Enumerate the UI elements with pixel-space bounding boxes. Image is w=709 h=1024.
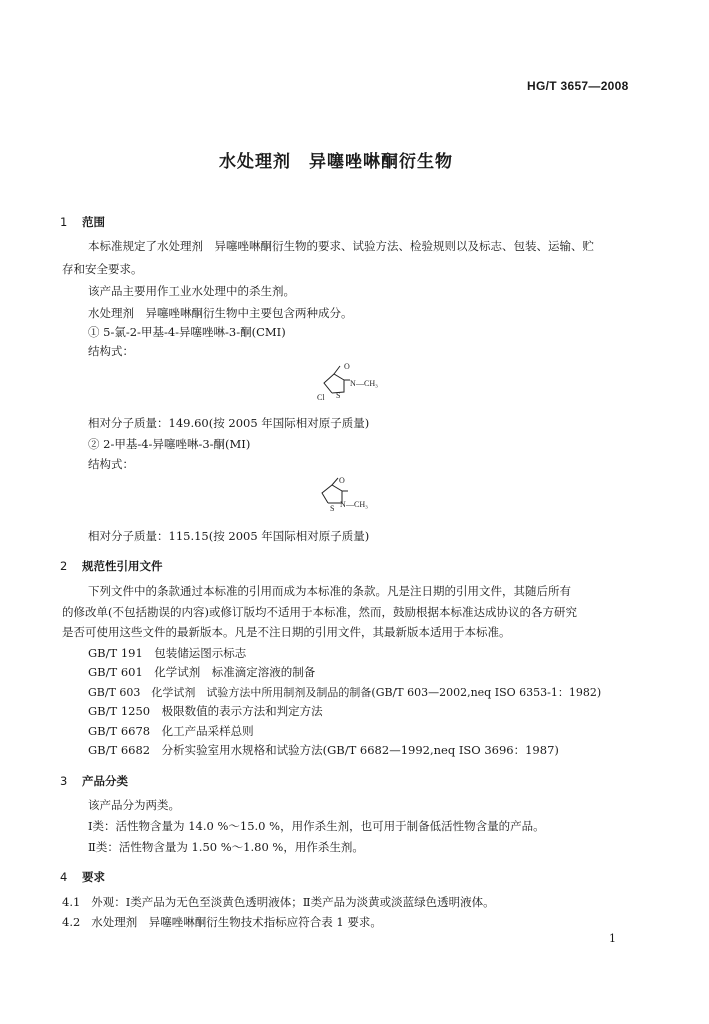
cmi-chlorine-label: Cl — [317, 393, 325, 402]
section-4-2 — [62, 914, 382, 931]
section-1-paragraph-line2: 存和安全要求。 — [62, 262, 143, 276]
reference-item: GB/T 1250 极限数值的表示方法和判定方法 — [88, 704, 323, 718]
section-4-1-text: 外观：Ⅰ类产品为无色至淡黄色透明液体；Ⅱ类产品为淡黄或淡蓝绿色透明液体。 — [91, 895, 495, 909]
reference-item: GB/T 6682 分析实验室用水规格和试验方法(GB/T 6682—1992,neq ISO 3696：1987) — [88, 743, 559, 757]
component-2-mass: 相对分子质量：115.15(按 2005 年国际相对原子质量) — [88, 529, 370, 543]
section-2-paragraph-line2: 的修改单(不包括勘误的内容)或修订版均不适用于本标准，然而，鼓励根据本标准达成协议的各方研究 — [62, 605, 577, 619]
reference-item: GB/T 191 包装储运图示标志 — [88, 646, 247, 660]
section-1-paragraph-line1: 本标准规定了水处理剂 异噻唑啉酮衍生物的要求、试验方法、检验规则以及标志、包装、运输、贮 — [88, 239, 594, 253]
section-4-1 — [62, 894, 495, 911]
mi-nitrogen-label: N — [340, 500, 346, 509]
standard-number: HG/T 3657—2008 — [527, 79, 629, 93]
section-1-paragraph-2: 该产品主要用作工业水处理中的杀生剂。 — [88, 284, 295, 298]
component-1-name: ① 5-氯-2-甲基-4-异噻唑啉-3-酮(CMI) — [88, 325, 286, 339]
section-2-paragraph-line3: 是否可使用这些文件的最新版本。凡是不注日期的引用文件，其最新版本适用于本标准。 — [62, 625, 511, 639]
section-2-heading: 2 规范性引用文件 — [60, 559, 163, 573]
section-3-heading: 3 产品分类 — [60, 774, 128, 788]
section-1-paragraph-3: 水处理剂 异噻唑啉酮衍生物中主要包含两种成分。 — [88, 306, 353, 320]
component-1-structure-label: 结构式： — [88, 344, 134, 358]
section-3-class-1: Ⅰ类：活性物含量为 14.0 %～15.0 %，用作杀生剂，也可用于制备低活性物含量的产品。 — [88, 819, 545, 833]
mi-sulfur-label: S — [330, 504, 335, 513]
cmi-sulfur-label: S — [336, 391, 341, 400]
section-1-heading: 1 范围 — [60, 215, 105, 229]
component-2-name: ② 2-甲基-4-异噻唑啉-3-酮(MI) — [88, 437, 251, 451]
section-2-paragraph-line1: 下列文件中的条款通过本标准的引用而成为本标准的条款。凡是注日期的引用文件，其随后所有 — [88, 584, 571, 598]
page-number: 1 — [609, 932, 616, 945]
cmi-methyl-label: —CH₃ — [356, 379, 378, 388]
document-title: 水处理剂 异噻唑啉酮衍生物 — [219, 152, 453, 172]
reference-item: GB/T 6678 化工产品采样总则 — [88, 724, 254, 738]
section-3-class-2: Ⅱ类：活性物含量为 1.50 %～1.80 %，用作杀生剂。 — [88, 840, 364, 854]
reference-item: GB/T 601 化学试剂 标准滴定溶液的制备 — [88, 665, 316, 679]
section-4-2-text: 水处理剂 异噻唑啉酮衍生物技术指标应符合表 1 要求。 — [91, 915, 382, 929]
component-1-mass: 相对分子质量：149.60(按 2005 年国际相对原子质量) — [88, 416, 370, 430]
section-4-1-number: 4.1 — [62, 895, 81, 909]
reference-item: GB/T 603 化学试剂 试验方法中所用制剂及制品的制备(GB/T 603—2002,neq ISO 6353-1：1982) — [88, 686, 602, 699]
section-4-heading: 4 要求 — [60, 870, 105, 884]
mi-oxygen-label: O — [339, 476, 345, 485]
cmi-nitrogen-label: N — [350, 379, 356, 388]
mi-methyl-label: —CH₃ — [346, 500, 368, 509]
component-2-structure-label: 结构式： — [88, 457, 134, 471]
mi-structure-diagram — [310, 475, 390, 515]
section-3-paragraph-1: 该产品分为两类。 — [88, 798, 180, 812]
section-4-2-number: 4.2 — [62, 915, 81, 929]
cmi-oxygen-label: O — [344, 362, 350, 371]
